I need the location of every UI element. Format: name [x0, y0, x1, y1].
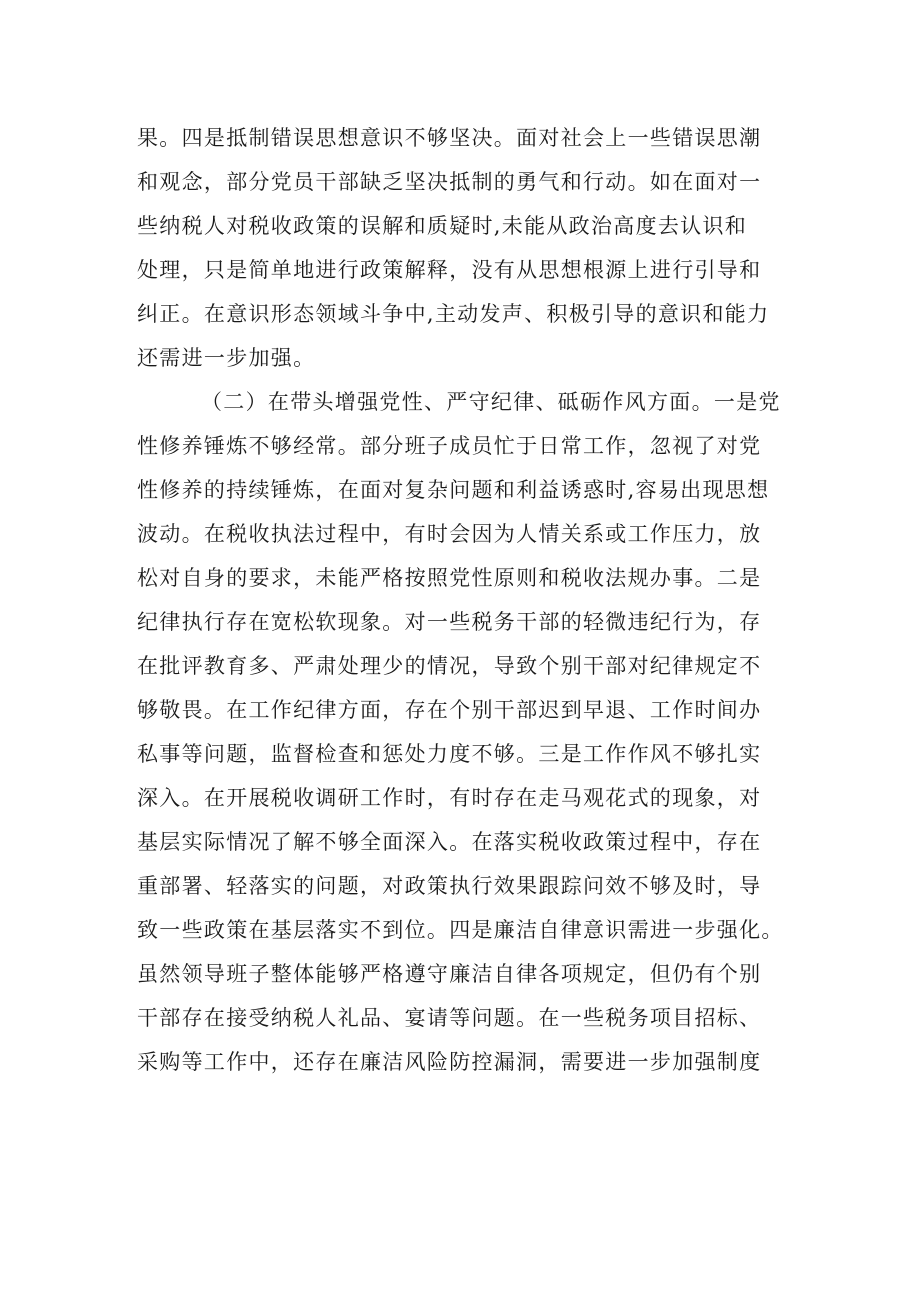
paragraph-line: 干部存在接受纳税人礼品、宴请等问题。在一些税务项目招标、	[137, 1006, 762, 1030]
paragraph-line: 纪律执行存在宽松软现象。对一些税务干部的轻微违纪行为，存	[137, 610, 762, 634]
paragraph-party-discipline	[137, 380, 797, 1084]
paragraph-line: 致一些政策在基层落实不到位。四是廉洁自律意识需进一步强化。	[137, 918, 784, 942]
paragraph-line: 性修养锤炼不够经常。部分班子成员忙于日常工作，忽视了对党	[137, 434, 762, 458]
paragraph-line: 虽然领导班子整体能够严格遵守廉洁自律各项规定，但仍有个别	[137, 962, 762, 986]
paragraph-line: 果。四是抵制错误思想意识不够坚决。面对社会上一些错误思潮	[137, 126, 762, 150]
paragraph-line: 些纳税人对税收政策的误解和质疑时,未能从政治高度去认识和	[137, 214, 748, 238]
paragraph-line: 在批评教育多、严肃处理少的情况，导致个别干部对纪律规定不	[137, 654, 762, 678]
paragraph-line: 纠正。在意识形态领域斗争中,主动发声、积极引导的意识和能力	[137, 302, 770, 326]
paragraph-line: 性修养的持续锤炼，在面对复杂问题和利益诱惑时,容易出现思想	[137, 478, 770, 502]
paragraph-line: 采购等工作中，还存在廉洁风险防控漏洞，需要进一步加强制度	[137, 1050, 762, 1074]
paragraph-line: 深入。在开展税收调研工作时，有时存在走马观花式的现象，对	[137, 786, 762, 810]
document-body	[137, 116, 797, 1084]
paragraph-line: 够敬畏。在工作纪律方面，存在个别干部迟到早退、工作时间办	[137, 698, 762, 722]
paragraph-line-first: （二）在带头增强党性、严守纪律、砥砺作风方面。一是党	[201, 390, 781, 414]
paragraph-line: 处理，只是简单地进行政策解释，没有从思想根源上进行引导和	[137, 258, 762, 282]
paragraph-line: 波动。在税收执法过程中，有时会因为人情关系或工作压力，放	[137, 522, 762, 546]
paragraph-ideology-resistance	[137, 116, 797, 380]
paragraph-line: 和观念，部分党员干部缺乏坚决抵制的勇气和行动。如在面对一	[137, 170, 762, 194]
paragraph-line: 还需进一步加强。	[137, 346, 316, 370]
paragraph-line: 松对自身的要求，未能严格按照党性原则和税收法规办事。二是	[137, 566, 762, 590]
paragraph-line: 基层实际情况了解不够全面深入。在落实税收政策过程中，存在	[137, 830, 762, 854]
paragraph-line: 私事等问题，监督检查和惩处力度不够。三是工作作风不够扎实	[137, 742, 762, 766]
paragraph-line: 重部署、轻落实的问题，对政策执行效果跟踪问效不够及时，导	[137, 874, 762, 898]
